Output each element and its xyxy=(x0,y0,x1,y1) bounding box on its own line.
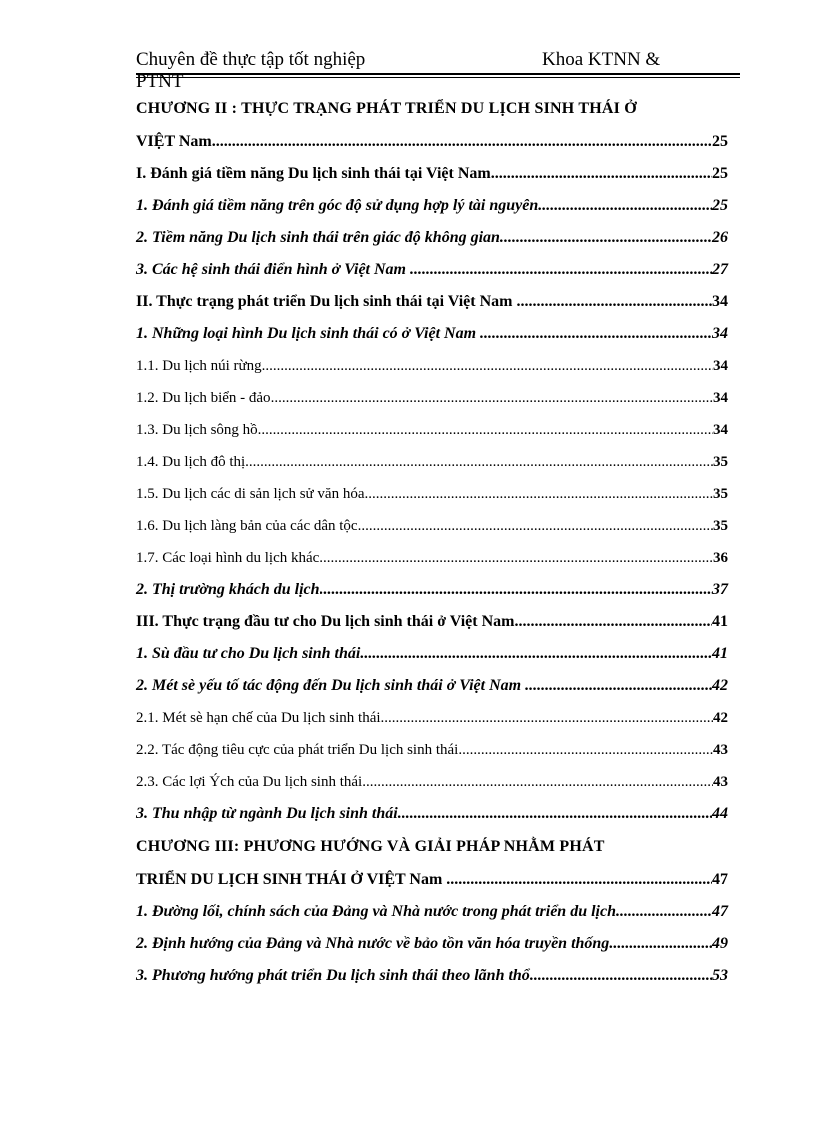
toc-page-number: 36 xyxy=(713,550,728,566)
toc-leader-dots xyxy=(360,638,712,670)
toc-leader-dots xyxy=(384,702,713,734)
toc-entry xyxy=(136,734,728,766)
table-of-contents xyxy=(136,92,728,992)
toc-page-number: 41 xyxy=(712,645,728,662)
toc-entry xyxy=(136,446,728,478)
toc-page-number: 41 xyxy=(712,613,728,630)
toc-entry-title: 1.7. Các loại hình du lịch khác xyxy=(136,550,320,566)
toc-entry-title: 2. Thị trường khách du lịch xyxy=(136,581,320,598)
toc-page-number: 34 xyxy=(713,390,728,406)
toc-page-number: 44 xyxy=(712,805,728,822)
toc-leader-dots xyxy=(542,190,712,222)
toc-leader-dots xyxy=(616,896,712,928)
toc-page-number: 43 xyxy=(713,774,728,790)
toc-entry xyxy=(136,798,728,830)
toc-entry xyxy=(136,254,728,286)
toc-leader-dots xyxy=(320,574,712,606)
toc-entry-title: VIỆT Nam xyxy=(136,133,212,150)
page-header xyxy=(136,49,740,92)
toc-leader-dots xyxy=(504,222,712,254)
toc-entry-title: 1. Đường lối, chính sách của Đảng và Nhà nước trong phát triển du lịch xyxy=(136,903,616,920)
toc-leader-dots xyxy=(520,286,712,318)
toc-entry-title: TRIỂN DU LỊCH SINH THÁI Ở VIỆT Nam . xyxy=(136,871,451,888)
toc-entry-title: CHƯƠNG III: PHƯƠNG HƯỚNG VÀ GIẢI PHÁP NHẰM PHÁT xyxy=(136,838,605,855)
toc-leader-dots xyxy=(358,510,713,542)
toc-entry-title: 1.3. Du lịch sông hồ xyxy=(136,422,258,438)
toc-entry-title: 3. Phương hướng phát triển Du lịch sinh thái theo lãnh thổ xyxy=(136,967,530,984)
toc-entry xyxy=(136,286,728,318)
toc-leader-dots xyxy=(365,478,714,510)
toc-entry-title: 2.1. Mét sè hạn chế của Du lịch sinh thái. xyxy=(136,710,385,726)
toc-entry xyxy=(136,830,728,864)
toc-entry xyxy=(136,960,728,992)
toc-page-number: 35 xyxy=(713,518,728,534)
toc-entry-title: 2. Tiềm năng Du lịch sinh thái trên giác độ không gian. xyxy=(136,229,504,246)
toc-entry xyxy=(136,126,728,158)
toc-page-number: 34 xyxy=(713,422,728,438)
toc-entry-title: 2.2. Tác động tiêu cực của phát triển Du lịch sinh thái xyxy=(136,742,459,758)
toc-entry-title: 1. Những loại hình Du lịch sinh thái có ở Việt Nam . xyxy=(136,325,485,342)
toc-leader-dots xyxy=(491,158,712,190)
toc-leader-dots xyxy=(319,542,713,574)
toc-entry-title: 1. Đánh giá tiềm năng trên góc độ sử dụng hợp lý tài nguyên. xyxy=(136,197,543,214)
toc-entry-title: 2. Mét sè yếu tố tác động đến Du lịch sinh thái ở Việt Nam . xyxy=(136,677,530,694)
toc-entry xyxy=(136,766,728,798)
toc-leader-dots xyxy=(212,126,712,158)
toc-entry-title: 1. Sù đầu tư cho Du lịch sinh thái xyxy=(136,645,361,662)
toc-entry xyxy=(136,190,728,222)
toc-page-number: 34 xyxy=(713,358,728,374)
toc-leader-dots xyxy=(484,318,712,350)
toc-entry-title: CHƯƠNG II : THỰC TRẠNG PHÁT TRIỂN DU LỊCH SINH THÁI Ở xyxy=(136,100,637,117)
toc-leader-dots xyxy=(362,766,713,798)
toc-entry xyxy=(136,606,728,638)
toc-page-number: 47 xyxy=(712,903,728,920)
header-rule-thin xyxy=(136,77,740,78)
toc-leader-dots xyxy=(414,254,712,286)
toc-entry-title: 3. Các hệ sinh thái điển hình ở Việt Nam . xyxy=(136,261,414,278)
toc-page-number: 35 xyxy=(713,454,728,470)
toc-entry xyxy=(136,638,728,670)
toc-leader-dots xyxy=(458,734,713,766)
header-left-text: Chuyên đề thực tập tốt nghiệp xyxy=(136,49,366,70)
toc-page-number: 34 xyxy=(712,293,728,310)
toc-leader-dots xyxy=(609,928,712,960)
header-department: Khoa KTNN & xyxy=(542,49,661,70)
toc-page-number: 49 xyxy=(712,935,728,952)
toc-entry-title: III. Thực trạng đầu tư cho Du lịch sinh thái ở Việt Nam xyxy=(136,613,515,630)
toc-entry xyxy=(136,414,728,446)
toc-entry xyxy=(136,702,728,734)
toc-entry xyxy=(136,896,728,928)
toc-page-number: 25 xyxy=(712,133,728,150)
toc-entry-title: 1.4. Du lịch đô thị xyxy=(136,454,246,470)
toc-page-number: 25 xyxy=(712,165,728,182)
toc-entry-title: I. Đánh giá tiềm năng Du lịch sinh thái tại Việt Nam xyxy=(136,165,491,182)
header-rule-thick xyxy=(136,73,740,75)
toc-page-number: 25 xyxy=(712,197,728,214)
toc-page-number: 42 xyxy=(712,677,728,694)
toc-page-number: 26 xyxy=(712,229,728,246)
toc-entry-title: 1.2. Du lịch biển - đảo xyxy=(136,390,271,406)
toc-entry-title: 1.1. Du lịch núi rừng xyxy=(136,358,262,374)
toc-page-number: 27 xyxy=(712,261,728,278)
toc-entry-title: II. Thực trạng phát triển Du lịch sinh thái tại Việt Nam . xyxy=(136,293,521,310)
toc-entry xyxy=(136,864,728,896)
toc-leader-dots xyxy=(529,670,712,702)
toc-leader-dots xyxy=(258,414,713,446)
toc-page-number: 42 xyxy=(713,710,728,726)
toc-leader-dots xyxy=(402,798,712,830)
toc-entry-title: 2.3. Các lợi Ých của Du lịch sinh thái xyxy=(136,774,363,790)
toc-leader-dots xyxy=(262,350,713,382)
toc-page-number: 34 xyxy=(712,325,728,342)
toc-page-number: 35 xyxy=(713,486,728,502)
toc-page-number: 47 xyxy=(712,871,728,888)
toc-leader-dots xyxy=(450,864,712,896)
toc-entry xyxy=(136,542,728,574)
toc-leader-dots xyxy=(271,382,713,414)
toc-entry-title: 2. Định hướng của Đảng và Nhà nước về bảo tồn văn hóa truyền thống xyxy=(136,935,610,952)
toc-entry xyxy=(136,670,728,702)
toc-entry xyxy=(136,222,728,254)
toc-entry xyxy=(136,158,728,190)
toc-page-number: 43 xyxy=(713,742,728,758)
toc-entry xyxy=(136,318,728,350)
toc-entry-title: 1.6. Du lịch làng bản của các dân tộc xyxy=(136,518,358,534)
toc-entry xyxy=(136,92,728,126)
toc-entry xyxy=(136,510,728,542)
toc-entry-title: 1.5. Du lịch các di sản lịch sử văn hóa xyxy=(136,486,365,502)
toc-entry xyxy=(136,478,728,510)
toc-entry xyxy=(136,350,728,382)
toc-leader-dots xyxy=(530,960,712,992)
toc-entry xyxy=(136,574,728,606)
toc-entry xyxy=(136,382,728,414)
toc-page-number: 53 xyxy=(712,967,728,984)
toc-leader-dots xyxy=(515,606,713,638)
header-title xyxy=(136,49,466,93)
toc-page-number: 37 xyxy=(712,581,728,598)
toc-entry xyxy=(136,928,728,960)
header-left-continuation: PTNT xyxy=(136,71,184,92)
toc-entry-title: 3. Thu nhập từ ngành Du lịch sinh thái. xyxy=(136,805,402,822)
toc-leader-dots xyxy=(245,446,713,478)
